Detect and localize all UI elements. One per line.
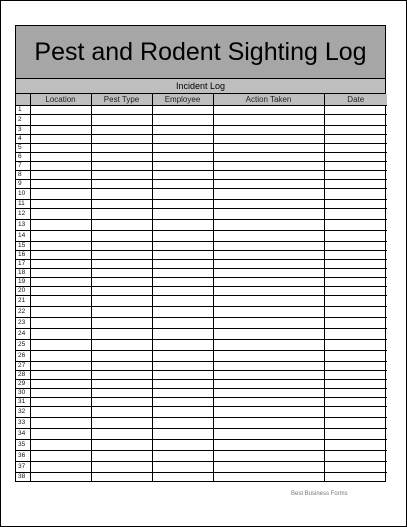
row-number: 28 [16,371,30,380]
pest-type-cell[interactable] [91,380,152,389]
table-row [16,340,387,351]
pest-type-cell[interactable] [91,329,152,340]
location-cell[interactable] [30,269,91,278]
table-row [16,278,387,287]
location-cell[interactable] [30,180,91,189]
pest-type-cell[interactable] [91,231,152,242]
location-cell[interactable] [30,251,91,260]
employee-cell[interactable] [152,269,213,278]
action-taken-cell[interactable] [213,362,324,371]
date-cell[interactable] [324,126,387,135]
action-taken-cell[interactable] [213,171,324,180]
location-cell[interactable] [30,135,91,144]
location-cell[interactable] [30,115,91,126]
row-number: 37 [16,462,30,473]
employee-cell[interactable] [152,362,213,371]
location-cell[interactable] [30,318,91,329]
employee-cell[interactable] [152,287,213,296]
location-cell[interactable] [30,220,91,231]
row-number: 38 [16,473,30,482]
row-number: 17 [16,260,30,269]
employee-cell[interactable] [152,340,213,351]
employee-cell[interactable] [152,135,213,144]
action-taken-cell[interactable] [213,318,324,329]
row-number: 25 [16,340,30,351]
employee-cell[interactable] [152,278,213,287]
location-cell[interactable] [30,200,91,209]
table-row [16,307,387,318]
date-cell[interactable] [324,296,387,307]
row-number: 14 [16,231,30,242]
date-cell[interactable] [324,189,387,200]
date-cell[interactable] [324,398,387,407]
pest-type-cell[interactable] [91,429,152,440]
date-cell[interactable] [324,389,387,398]
action-taken-cell[interactable] [213,231,324,242]
row-number: 1 [16,106,30,115]
pest-type-cell[interactable] [91,398,152,407]
employee-cell[interactable] [152,380,213,389]
action-taken-cell[interactable] [213,278,324,287]
date-cell[interactable] [324,278,387,287]
employee-cell[interactable] [152,180,213,189]
employee-cell[interactable] [152,260,213,269]
pest-type-cell[interactable] [91,189,152,200]
sighting-log-form [15,25,386,482]
employee-cell[interactable] [152,231,213,242]
action-taken-cell[interactable] [213,371,324,380]
table-row [16,144,387,153]
date-cell[interactable] [324,242,387,251]
date-cell[interactable] [324,307,387,318]
table-row [16,473,387,482]
table-row [16,451,387,462]
row-number: 20 [16,287,30,296]
date-cell[interactable] [324,340,387,351]
location-cell[interactable] [30,451,91,462]
date-cell[interactable] [324,318,387,329]
action-taken-cell[interactable] [213,473,324,482]
employee-cell[interactable] [152,153,213,162]
table-row [16,126,387,135]
column-header-employee: Employee [152,94,213,106]
location-cell[interactable] [30,189,91,200]
employee-cell[interactable] [152,329,213,340]
action-taken-cell[interactable] [213,380,324,389]
pest-type-cell[interactable] [91,451,152,462]
date-cell[interactable] [324,260,387,269]
action-taken-cell[interactable] [213,287,324,296]
pest-type-cell[interactable] [91,200,152,209]
table-row [16,462,387,473]
employee-cell[interactable] [152,389,213,398]
date-cell[interactable] [324,115,387,126]
pest-type-cell[interactable] [91,287,152,296]
action-taken-cell[interactable] [213,462,324,473]
row-number: 11 [16,200,30,209]
date-cell[interactable] [324,351,387,362]
location-cell[interactable] [30,287,91,296]
date-cell[interactable] [324,269,387,278]
employee-cell[interactable] [152,106,213,115]
table-row [16,200,387,209]
row-number: 13 [16,220,30,231]
pest-type-cell[interactable] [91,407,152,418]
action-taken-cell[interactable] [213,389,324,398]
employee-cell[interactable] [152,440,213,451]
row-number: 21 [16,296,30,307]
employee-cell[interactable] [152,371,213,380]
date-cell[interactable] [324,153,387,162]
table-row [16,329,387,340]
pest-type-cell[interactable] [91,115,152,126]
location-cell[interactable] [30,380,91,389]
action-taken-cell[interactable] [213,398,324,407]
row-number: 5 [16,144,30,153]
pest-type-cell[interactable] [91,220,152,231]
employee-cell[interactable] [152,115,213,126]
table-row [16,407,387,418]
date-cell[interactable] [324,106,387,115]
pest-type-cell[interactable] [91,389,152,398]
employee-cell[interactable] [152,418,213,429]
pest-type-cell[interactable] [91,144,152,153]
date-cell[interactable] [324,251,387,260]
employee-cell[interactable] [152,407,213,418]
pest-type-cell[interactable] [91,162,152,171]
row-number: 32 [16,407,30,418]
date-cell[interactable] [324,180,387,189]
row-number: 6 [16,153,30,162]
date-cell[interactable] [324,371,387,380]
location-cell[interactable] [30,351,91,362]
location-cell[interactable] [30,440,91,451]
action-taken-cell[interactable] [213,307,324,318]
action-taken-cell[interactable] [213,135,324,144]
pest-type-cell[interactable] [91,340,152,351]
date-cell[interactable] [324,144,387,153]
row-number: 7 [16,162,30,171]
row-number: 15 [16,242,30,251]
action-taken-cell[interactable] [213,251,324,260]
action-taken-cell[interactable] [213,153,324,162]
employee-cell[interactable] [152,162,213,171]
action-taken-cell[interactable] [213,451,324,462]
location-cell[interactable] [30,418,91,429]
action-taken-cell[interactable] [213,418,324,429]
employee-cell[interactable] [152,251,213,260]
date-cell[interactable] [324,462,387,473]
table-row [16,260,387,269]
table-row [16,231,387,242]
table-row [16,318,387,329]
employee-cell[interactable] [152,398,213,407]
employee-cell[interactable] [152,473,213,482]
table-row [16,296,387,307]
table-row [16,398,387,407]
date-cell[interactable] [324,407,387,418]
action-taken-cell[interactable] [213,209,324,220]
action-taken-cell[interactable] [213,115,324,126]
employee-cell[interactable] [152,429,213,440]
employee-cell[interactable] [152,242,213,251]
column-header-action-taken: Action Taken [213,94,324,106]
table-row [16,269,387,278]
date-cell[interactable] [324,362,387,371]
employee-cell[interactable] [152,296,213,307]
action-taken-cell[interactable] [213,200,324,209]
action-taken-cell[interactable] [213,180,324,189]
location-cell[interactable] [30,473,91,482]
location-cell[interactable] [30,389,91,398]
table-row [16,220,387,231]
employee-cell[interactable] [152,189,213,200]
date-cell[interactable] [324,429,387,440]
pest-type-cell[interactable] [91,126,152,135]
action-taken-cell[interactable] [213,296,324,307]
row-number: 35 [16,440,30,451]
location-cell[interactable] [30,162,91,171]
pest-type-cell[interactable] [91,171,152,180]
pest-type-cell[interactable] [91,440,152,451]
action-taken-cell[interactable] [213,429,324,440]
row-number: 36 [16,451,30,462]
location-cell[interactable] [30,462,91,473]
action-taken-cell[interactable] [213,260,324,269]
pest-type-cell[interactable] [91,351,152,362]
row-number: 29 [16,380,30,389]
row-number: 10 [16,189,30,200]
row-number: 30 [16,389,30,398]
table-row [16,135,387,144]
row-number: 34 [16,429,30,440]
employee-cell[interactable] [152,209,213,220]
employee-cell[interactable] [152,171,213,180]
date-cell[interactable] [324,171,387,180]
pest-type-cell[interactable] [91,462,152,473]
employee-cell[interactable] [152,126,213,135]
table-row [16,287,387,296]
action-taken-cell[interactable] [213,351,324,362]
table-row [16,371,387,380]
location-cell[interactable] [30,106,91,115]
table-row [16,209,387,220]
row-number: 26 [16,351,30,362]
location-cell[interactable] [30,209,91,220]
pest-type-cell[interactable] [91,371,152,380]
table-row [16,115,387,126]
employee-cell[interactable] [152,220,213,231]
location-cell[interactable] [30,126,91,135]
row-number: 16 [16,251,30,260]
table-row [16,180,387,189]
employee-cell[interactable] [152,307,213,318]
date-cell[interactable] [324,380,387,389]
action-taken-cell[interactable] [213,407,324,418]
location-cell[interactable] [30,362,91,371]
table-row [16,380,387,389]
action-taken-cell[interactable] [213,144,324,153]
date-cell[interactable] [324,135,387,144]
employee-cell[interactable] [152,351,213,362]
location-cell[interactable] [30,329,91,340]
action-taken-cell[interactable] [213,220,324,231]
pest-type-cell[interactable] [91,209,152,220]
location-cell[interactable] [30,340,91,351]
pest-type-cell[interactable] [91,362,152,371]
pest-type-cell[interactable] [91,153,152,162]
table-row [16,162,387,171]
location-cell[interactable] [30,171,91,180]
table-row [16,440,387,451]
action-taken-cell[interactable] [213,340,324,351]
action-taken-cell[interactable] [213,440,324,451]
location-cell[interactable] [30,429,91,440]
date-cell[interactable] [324,200,387,209]
row-number: 27 [16,362,30,371]
location-cell[interactable] [30,307,91,318]
location-cell[interactable] [30,398,91,407]
pest-type-cell[interactable] [91,180,152,189]
column-header-pest-type: Pest Type [91,94,152,106]
employee-cell[interactable] [152,144,213,153]
date-cell[interactable] [324,418,387,429]
pest-type-cell[interactable] [91,135,152,144]
row-number: 24 [16,329,30,340]
location-cell[interactable] [30,231,91,242]
employee-cell[interactable] [152,318,213,329]
table-row [16,362,387,371]
table-row [16,389,387,398]
pest-type-cell[interactable] [91,260,152,269]
table-row [16,351,387,362]
location-cell[interactable] [30,242,91,251]
pest-type-cell[interactable] [91,307,152,318]
row-number: 22 [16,307,30,318]
pest-type-cell[interactable] [91,269,152,278]
row-number: 12 [16,209,30,220]
location-cell[interactable] [30,153,91,162]
employee-cell[interactable] [152,462,213,473]
employee-cell[interactable] [152,200,213,209]
action-taken-cell[interactable] [213,189,324,200]
column-header-number [16,94,30,106]
table-row [16,251,387,260]
table-row [16,189,387,200]
pest-type-cell[interactable] [91,251,152,260]
pest-type-cell[interactable] [91,318,152,329]
action-taken-cell[interactable] [213,162,324,171]
pest-type-cell[interactable] [91,418,152,429]
table-row [16,106,387,115]
table-row [16,429,387,440]
action-taken-cell[interactable] [213,106,324,115]
row-number: 33 [16,418,30,429]
row-number: 2 [16,115,30,126]
date-cell[interactable] [324,162,387,171]
form-title: Pest and Rodent Sighting Log [16,26,385,79]
location-cell[interactable] [30,407,91,418]
location-cell[interactable] [30,371,91,380]
pest-type-cell[interactable] [91,296,152,307]
form-subtitle: Incident Log [16,79,385,94]
location-cell[interactable] [30,144,91,153]
date-cell[interactable] [324,287,387,296]
pest-type-cell[interactable] [91,106,152,115]
location-cell[interactable] [30,296,91,307]
date-cell[interactable] [324,440,387,451]
row-number: 3 [16,126,30,135]
table-header-row [16,94,387,106]
date-cell[interactable] [324,209,387,220]
date-cell[interactable] [324,231,387,242]
date-cell[interactable] [324,220,387,231]
date-cell[interactable] [324,329,387,340]
column-header-date: Date [324,94,387,106]
table-row [16,153,387,162]
row-number: 23 [16,318,30,329]
row-number: 4 [16,135,30,144]
action-taken-cell[interactable] [213,126,324,135]
location-cell[interactable] [30,260,91,269]
row-number: 18 [16,269,30,278]
table-row [16,418,387,429]
action-taken-cell[interactable] [213,242,324,251]
table-row [16,171,387,180]
action-taken-cell[interactable] [213,269,324,278]
location-cell[interactable] [30,278,91,287]
row-number: 9 [16,180,30,189]
table-row [16,242,387,251]
date-cell[interactable] [324,473,387,482]
column-header-location: Location [30,94,91,106]
row-number: 19 [16,278,30,287]
action-taken-cell[interactable] [213,329,324,340]
pest-type-cell[interactable] [91,278,152,287]
footer-brand: Best Business Forms [291,491,348,497]
row-number: 31 [16,398,30,407]
row-number: 8 [16,171,30,180]
employee-cell[interactable] [152,451,213,462]
pest-type-cell[interactable] [91,242,152,251]
date-cell[interactable] [324,451,387,462]
log-table [16,94,387,481]
pest-type-cell[interactable] [91,473,152,482]
